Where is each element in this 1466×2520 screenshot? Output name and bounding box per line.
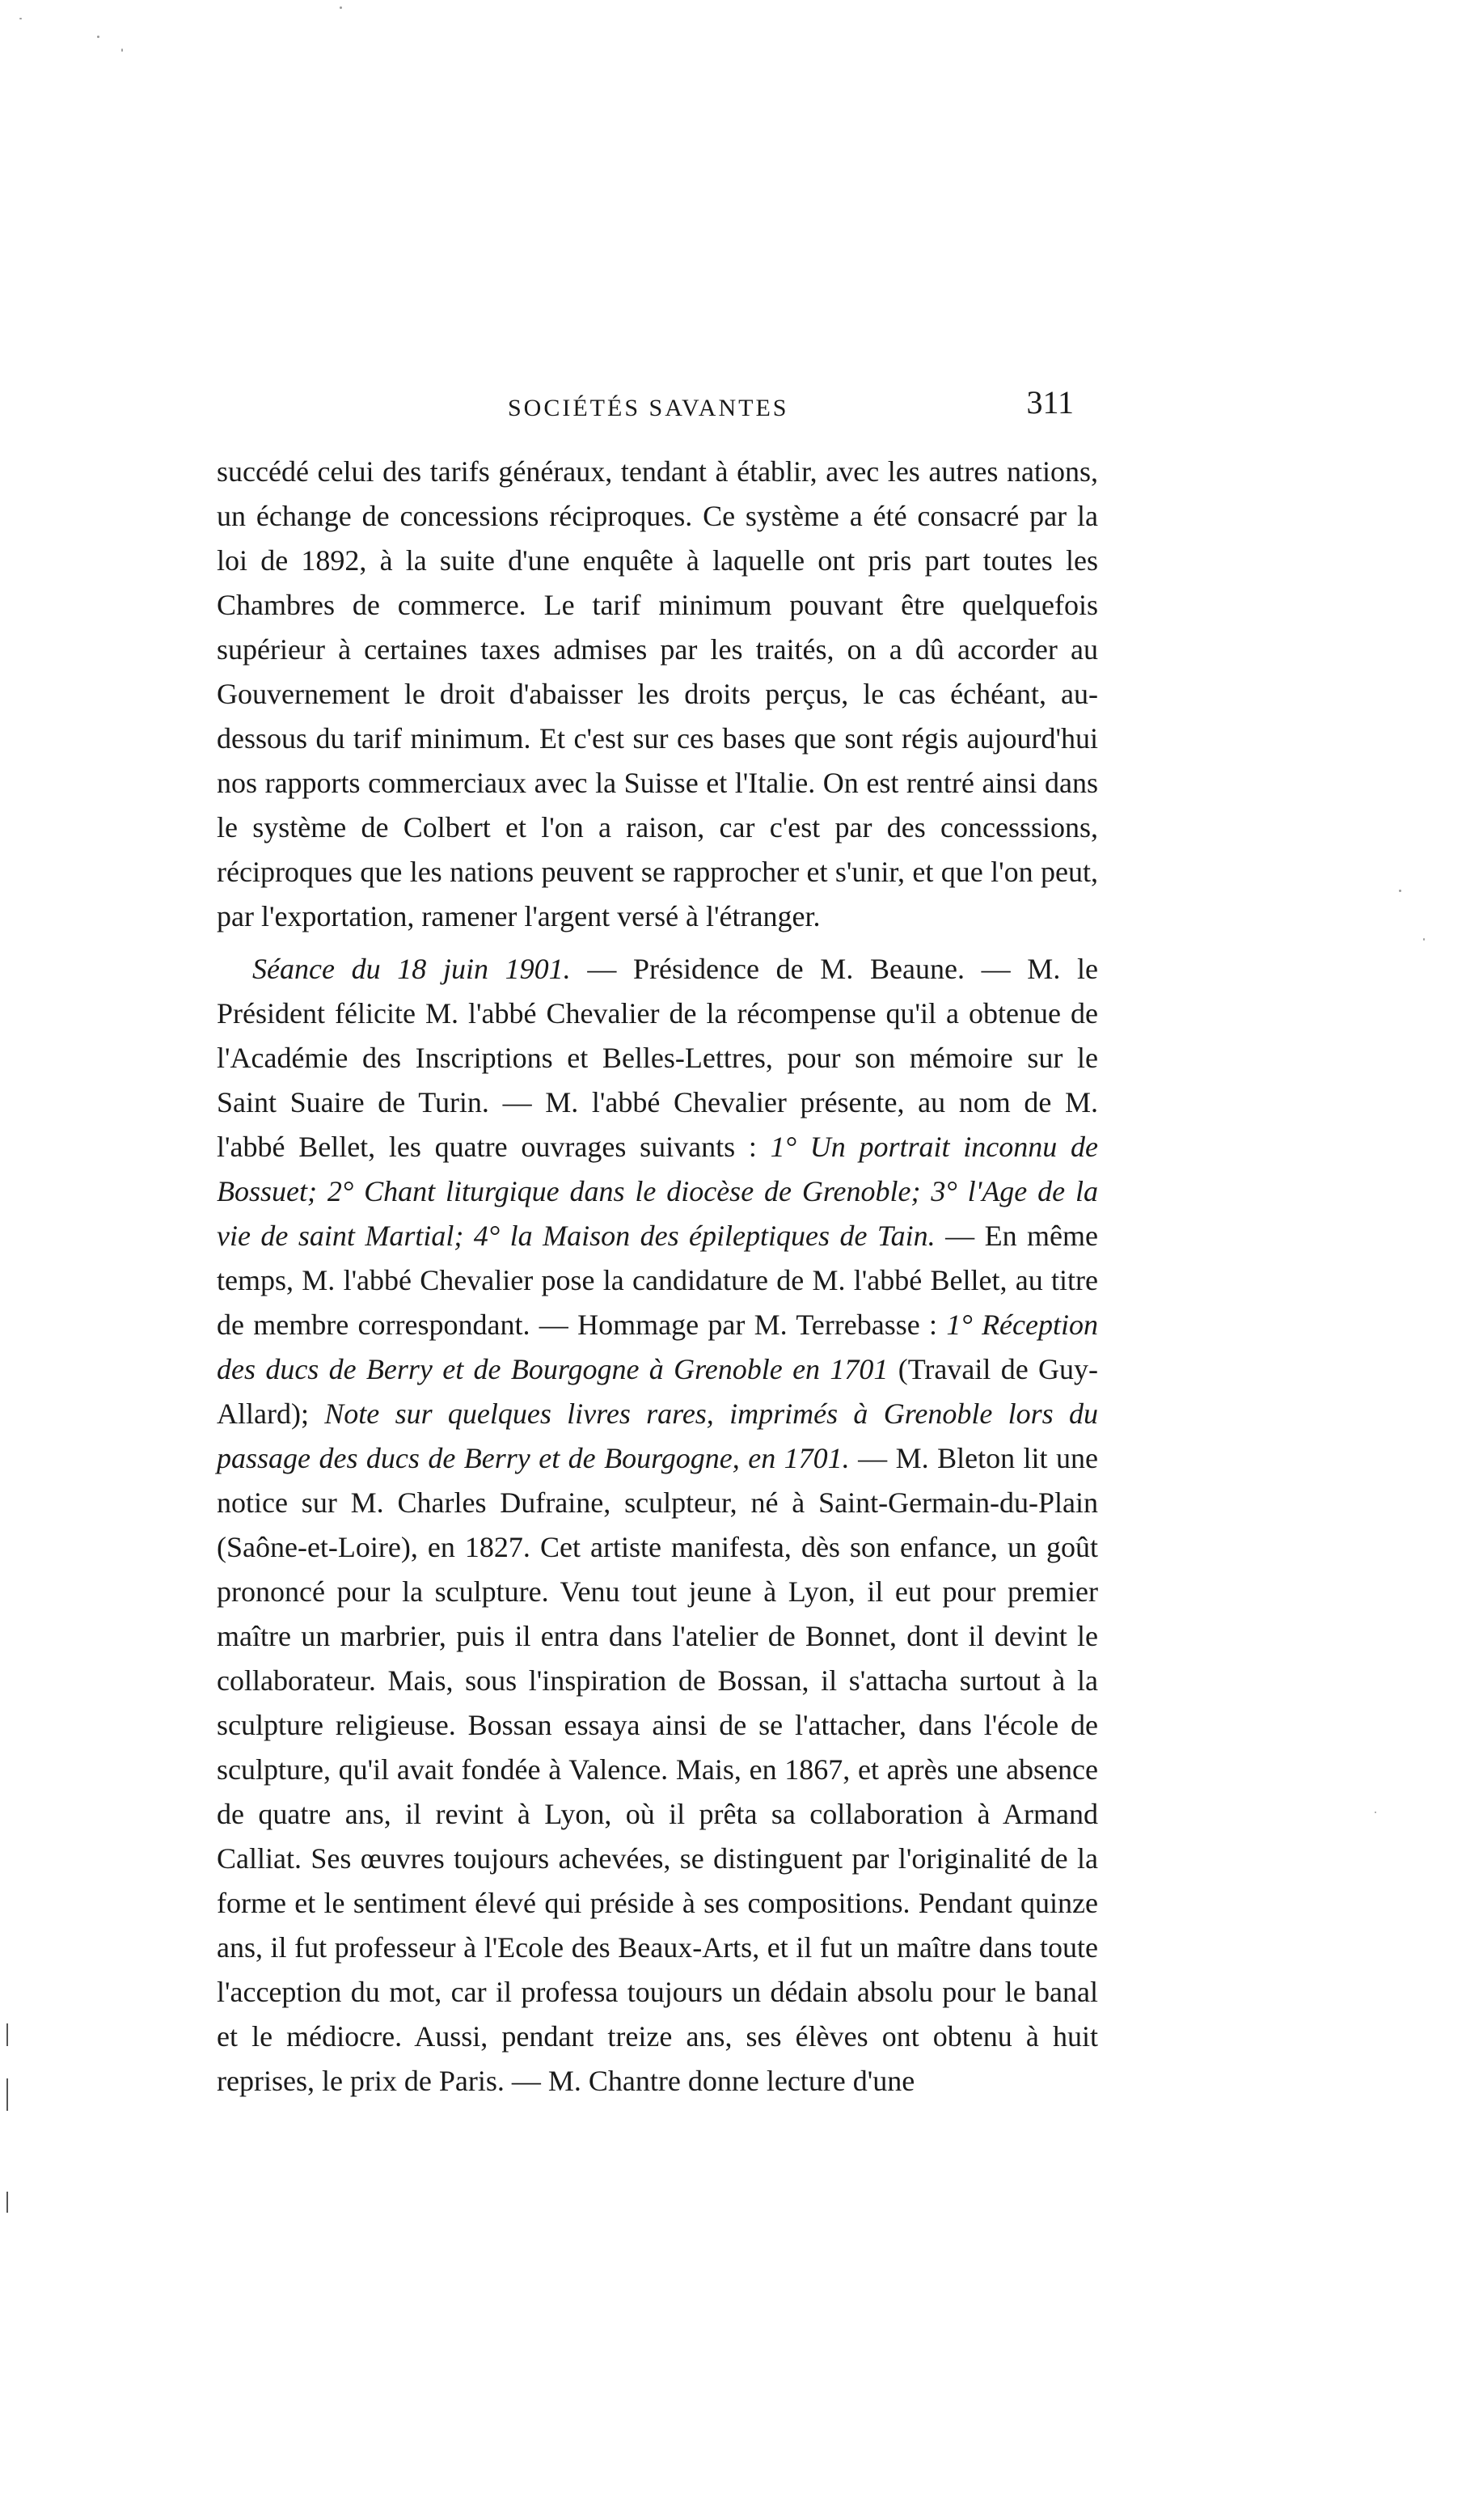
running-head: SOCIÉTÉS SAVANTES [508, 395, 789, 421]
margin-rule [6, 2192, 8, 2213]
seance-date: Séance du 18 juin 1901. [252, 953, 571, 985]
work-title-note: Note sur quelques livres rares, imprimés à Grenoble lors du passage des ducs de Berry et de Bourgogne, en 1701. [217, 1397, 1098, 1474]
text-run: — Présidence de M. Beaune. — M. le Président félicite M. l'abbé Chevalier de la récompense qu'il a obtenue de l'Académie des Inscriptions et Belles-Lettres, pour son mémoire sur le Saint Suaire de Turin. — M. l'abbé Chevalier présente, au nom de M. l'abbé Bellet, les quatre ouvrages suivants : [217, 953, 1098, 1163]
scan-speck [1423, 938, 1425, 941]
scan-speck [19, 18, 22, 19]
body-text [217, 450, 1098, 2104]
works-list: 1° Un portrait inconnu de Bossuet; 2° Chant liturgique dans le diocèse de Grenoble; 3° l'Age de la vie de saint Martial; 4° la Maison des épileptiques de Tain. [217, 1131, 1098, 1252]
scan-speck [1375, 1812, 1376, 1813]
margin-rule [6, 2078, 8, 2111]
paragraph-tariffs: succédé celui des tarifs généraux, tendant à établir, avec les autres nations, un échange de concessions réciproques. Ce système a été consacré par la loi de 1892, à la suite d'une enquête à laquelle ont pris part toutes les Chambres de commerce. Le tarif minimum pouvant être quelquefois supérieur à certaines taxes admises par les traités, on a dû accorder au Gouvernement le droit d'abaisser les droits perçus, le cas échéant, au-dessous du tarif minimum. Et c'est sur ces bases que sont régis aujourd'hui nos rapports commerciaux avec la Suisse et l'Italie. On est rentré ainsi dans le système de Colbert et l'on a raison, car c'est par des concesssions, réciproques que les nations peuvent se rapprocher et s'unir, et que l'on peut, par l'exportation, ramener l'argent versé à l'étranger. [217, 455, 1098, 932]
scan-speck [121, 49, 123, 52]
page-number: 311 [1026, 384, 1074, 421]
scan-speck [97, 36, 99, 38]
scan-speck [340, 6, 342, 9]
work-title-reception: 1° Réception des ducs de Berry et de Bourgogne à Grenoble en 1701 [217, 1309, 1098, 1385]
page-header [217, 383, 1106, 432]
paragraph-seance [217, 947, 1098, 2104]
scan-speck [1399, 890, 1401, 892]
text-run: — En même temps, M. l'abbé Chevalier pose la candidature de M. l'abbé Bellet, au titre de membre correspondant. — Hommage par M. Terrebasse : [217, 1220, 1099, 1341]
margin-rule [6, 2023, 8, 2046]
text-run: (Travail de Guy-Allard); [217, 1353, 1098, 1430]
text-run: — M. Bleton lit une notice sur M. Charles Dufraine, sculpteur, né à Saint-Germain-du-Plain (Saône-et-Loire), en 1827. Cet artiste manifesta, dès son enfance, un goût prononcé pour la sculpture. Venu tout jeune à Lyon, il eut pour premier maître un marbrier, puis il entra dans l'atelier de Bonnet, dont il devint le collaborateur. Mais, sous l'inspiration de Bossan, il s'attacha surtout à la sculpture religieuse. Bossan essaya ainsi de se l'attacher, dans l'école de sculpture, qu'il avait fondée à Valence. Mais, en 1867, et après une absence de quatre ans, il revint à Lyon, où il prêta sa collaboration à Armand Calliat. Ses œuvres toujours achevées, se distinguent par l'originalité de la forme et le sentiment élevé qui préside à ses compositions. Pendant quinze ans, il fut professeur à l'Ecole des Beaux-Arts, et il fut un maître dans toute l'acception du mot, car il professa toujours un dédain absolu pour le banal et le médiocre. Aussi, pendant treize ans, ses élèves ont obtenu à huit reprises, le prix de Paris. — M. Chantre donne lecture d'une [217, 1442, 1098, 2097]
